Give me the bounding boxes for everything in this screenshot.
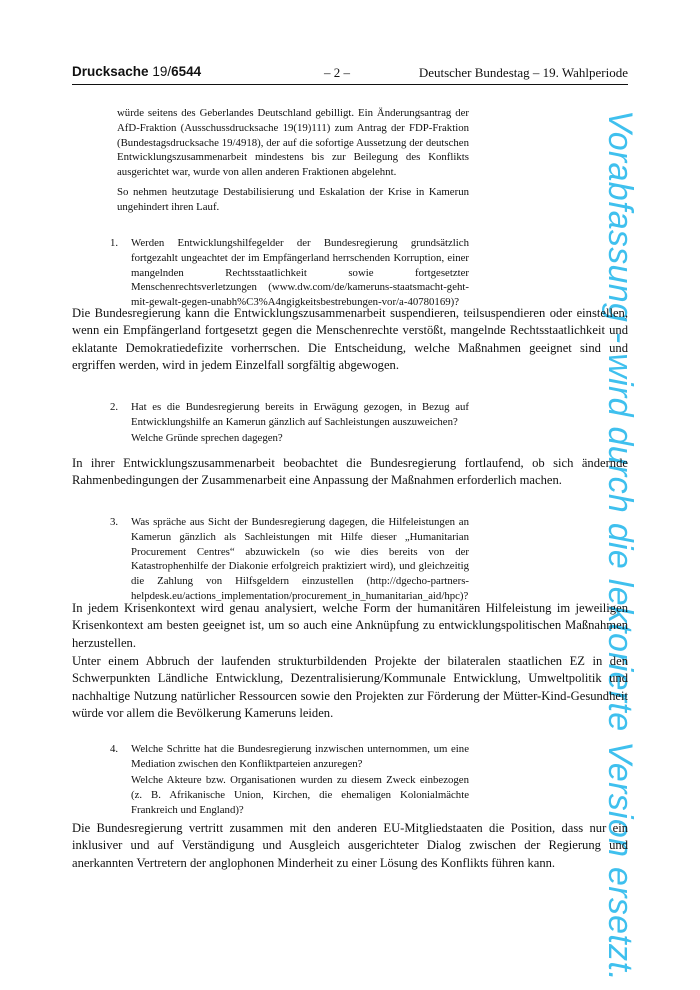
question-number: 2.: [110, 401, 119, 413]
question-4: Welche Schritte hat die Bundesregierung inzwischen unternommen, um eine Mediation zwischen den Konfliktparteien anzuregen?: [131, 743, 469, 770]
parliament-period: Deutscher Bundestag – 19. Wahlperiode: [418, 65, 628, 80]
doc-period: 19/: [152, 64, 172, 79]
page-header: [72, 62, 628, 85]
answer-4: Die Bundesregierung vertritt zusammen mit den anderen EU-Mitgliedstaaten die Position, dass nur ein inklusiver und auf Verständigung und Ausgleich ausgerichteter Dialog zwischen der Regierung und anerkannten Vertretern der anglophonen Minderheit zu einer Lösung des Konflikts führen kann.: [72, 821, 628, 870]
draft-watermark: Vorabfassung - wird durch die lektorierte Version ersetzt.: [601, 110, 639, 981]
doc-number: 6544: [171, 64, 202, 79]
answer-3: In jedem Krisenkontext wird genau analysiert, welche Form der humanitären Hilfeleistung im jeweiligen Krisenkontext am besten geeignet ist, um so auch eine Anknüpfung zu entwicklungspolitischen Maßnahmen herzustellen.: [72, 601, 628, 650]
page-number: – 2 –: [324, 65, 350, 80]
intro-paragraph-2: So nehmen heutzutage Destabilisierung und Eskalation der Krise in Kamerun ungehindert ihren Lauf.: [117, 186, 469, 213]
answer-3-part-2: Unter einem Abbruch der laufenden strukturbildenden Projekte der bilateralen staatlichen EZ in den Schwerpunkten Ländliche Entwicklung, Dezentralisierung/Kommunale Entwicklung, Umweltpolitik und nachhaltige Nutzung natürlicher Ressourcen sowie den Projekten zur Förderung der Mütter-Kind-Gesundheit würde vor allem die Bevölkerung Kameruns leiden.: [72, 654, 628, 721]
question-2-part-2: Welche Gründe sprechen dagegen?: [131, 432, 283, 444]
question-number: 4.: [110, 743, 119, 755]
question-4-part-2: Welche Akteure bzw. Organisationen wurden zu diesem Zweck einbezogen (z. B. Afrikanische Union, Kirchen, die ehemaligen Kolonialmächte Frankreich und England)?: [131, 774, 469, 816]
document-id: [72, 64, 201, 79]
question-1: Werden Entwicklungshilfegelder der Bundesregierung grundsätzlich fortgezahlt ungeachtet der im Empfängerland herrschenden Korruption, einer mangelnden Rechtsstaatlichkeit sowie fortgesetzter Menschenrechtsverletzungen (www.dw.com/de/kameruns-staatsmacht-geht-mit-gewalt-gegen-unabh%C3%A4ngigkeitsbestrebungen-vor/a-40780169)?: [131, 237, 469, 309]
doc-label: Drucksache: [72, 64, 149, 79]
answer-2: In ihrer Entwicklungszusammenarbeit beobachtet die Bundesregierung fortlaufend, ob sich ändernde Rahmenbedingungen der Zusammenarbeit eine Anpassung der Maßnahmen erforderlich machen.: [72, 456, 628, 488]
answer-1: Die Bundesregierung kann die Entwicklungszusammenarbeit suspendieren, teilsuspendieren oder einstellen, wenn ein Empfängerland fortgesetzt gegen die Menschenrechte verstößt, mangelnde Rechtsstaatlichkeit und eklatante Demokratiedefizite vorherrschen. Die Entscheidung, welche Maßnahmen geeignet sind und ergriffen werden, wird in jedem Einzelfall sorgfältig abgewogen.: [72, 306, 628, 373]
intro-paragraph-1: würde seitens des Geberlandes Deutschland gebilligt. Ein Änderungsantrag der AfD-Fraktion (Ausschussdrucksache 19(19)111) zum Antrag der FDP-Fraktion (Bundestagsdrucksache 19/4918), der auf die sofortige Aussetzung der deutschen Entwicklungszusammenarbeit mindestens bis zur Beilegung des Konflikts ausgerichtet war, wurde von allen anderen Fraktionen abgelehnt.: [117, 107, 469, 179]
question-number: 3.: [110, 516, 119, 528]
question-2: Hat es die Bundesregierung bereits in Erwägung gezogen, in Bezug auf Entwicklungshilfe an Kamerun gänzlich auf Sachleistungen auszuweichen?: [131, 401, 469, 428]
question-number: 1.: [110, 237, 119, 249]
question-3: Was spräche aus Sicht der Bundesregierung dagegen, die Hilfeleistungen an Kamerun gänzlich als Sachleistungen mit Hilfe dieser „Humanitarian Procurement Centres“ abzuwickeln (so wie dies bereits von der Katastrophenhilfe der Diakonie erfolgreich praktiziert wird), und gleichzeitig die Zahlung von Hilfsgeldern einzustellen (http://dgecho-partners-helpdesk.eu/actions_implementation/procurement_in_humanitarian_aid/hpc)?: [131, 516, 469, 602]
